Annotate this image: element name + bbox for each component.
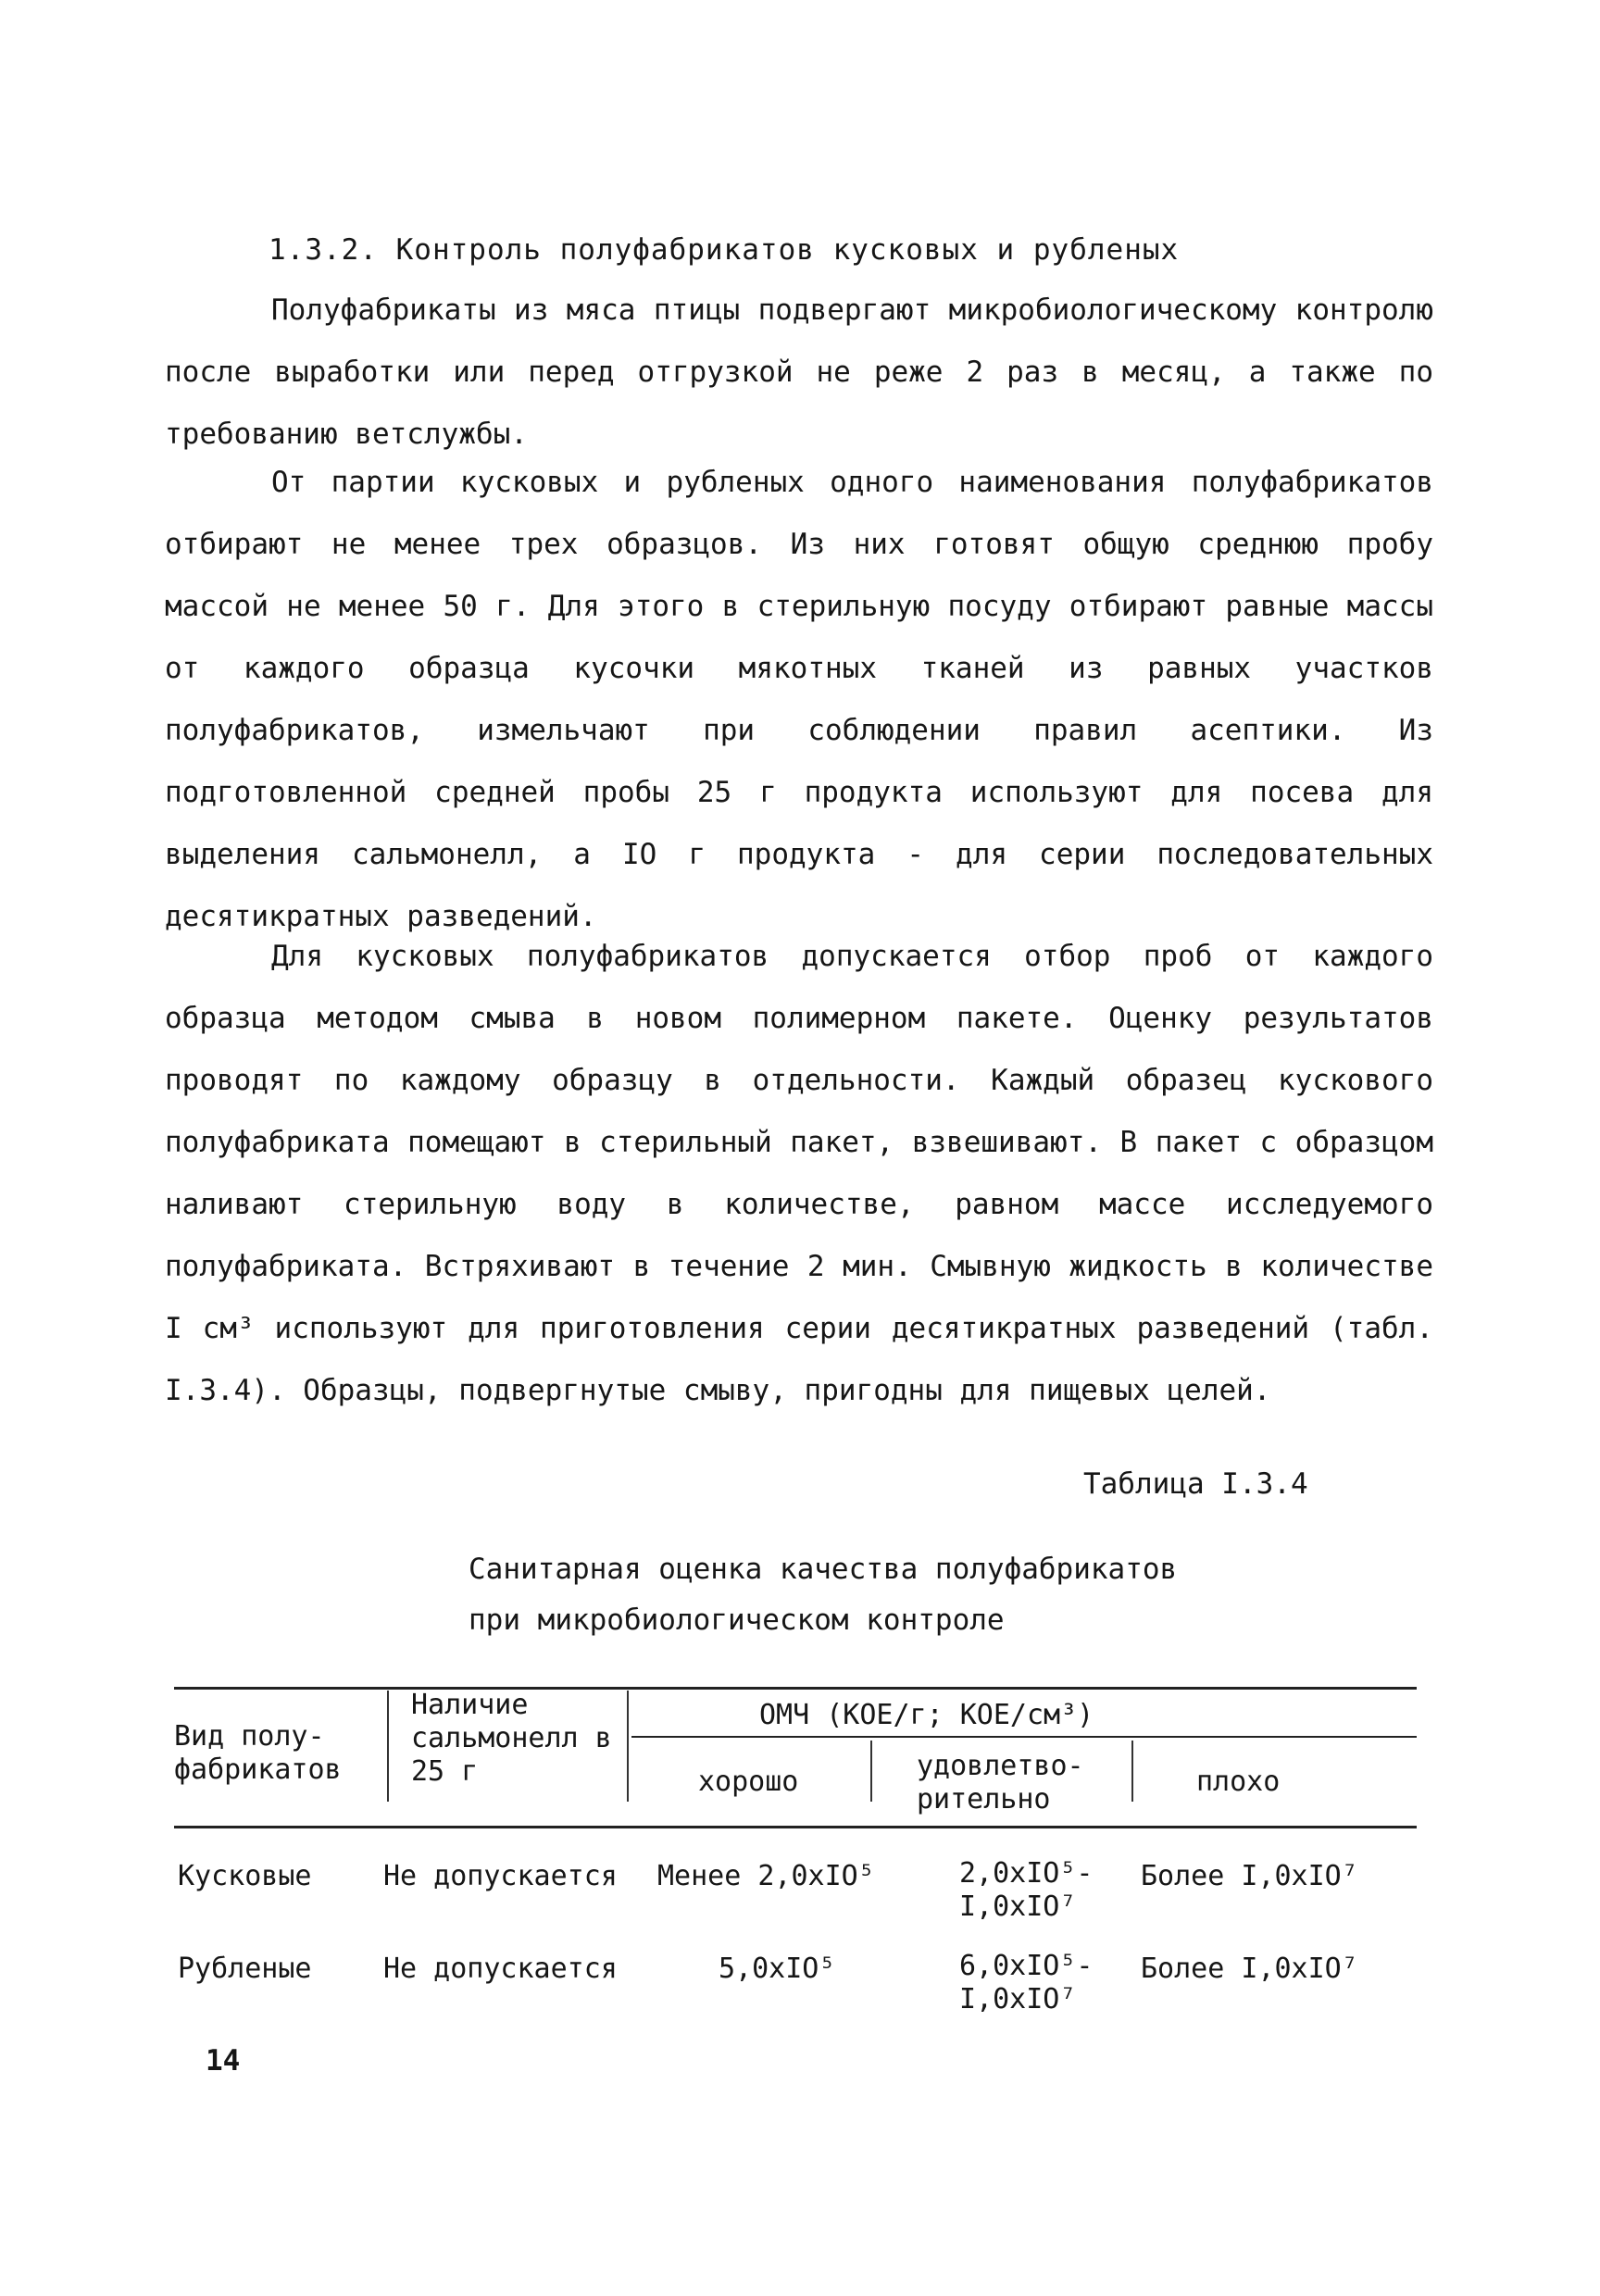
paragraph-3: Для кусковых полуфабрикатов допускается отбор проб от каждого образца методом смыва в новом полимерном пакете. Оценку результатов проводят по каждому образцу в отдельности. Каждый образец кускового полуфабриката помещают в стерильный пакет, взвешивают. В пакет с образцом наливают стерильную воду в количестве, равном массе исследуемого полуфабриката. Встряхивают в течение 2 мин. Смывную жидкость в количестве I см³ используют для приготовления серии десятикратных разведений (табл. I.3.4). Образцы, подвергнутые смыву, пригодны для пищевых целей. [165,940,1433,1407]
header-good: хорошо [698,1766,799,1798]
row-1-bad: Более I,0xIO⁷ [1141,1860,1358,1892]
table-title-line-2: при микробиологическом контроле [469,1603,1005,1637]
table-title [469,1544,1177,1646]
header-bad: плохо [1196,1766,1281,1798]
table-caption: Таблица I.3.4 [1083,1467,1308,1501]
table-vrule-1 [387,1691,389,1802]
header-bottom-rule [174,1826,1417,1828]
omch-underline-rule [631,1736,1417,1738]
row-1-type: Кусковые [178,1860,312,1892]
table-vrule-4 [1131,1741,1133,1802]
header-omch: ОМЧ (КОЕ/г; КОЕ/см³) [759,1699,1094,1731]
paragraph-2: От партии кусковых и рубленых одного наименования полуфабрикатов отбирают не менее трех образцов. Из них готовят общую среднюю пробу массой не менее 50 г. Для этого в стерильную посуду отбирают равные массы от каждого образца кусочки мякотных тканей из равных участков полуфабрикатов, измельчают при соблюдении правил асептики. Из подготовленной средней пробы 25 г продукта используют для посева для выделения сальмонелл, а IO г продукта - для серии последовательных десятикратных разведений. [165,466,1433,933]
header-salmonella: Наличие сальмонелл в 25 г [411,1689,612,1788]
page-number: 14 [206,2044,241,2078]
row-1-salmonella: Не допускается [383,1860,618,1892]
row-2-good: 5,0xIO⁵ [719,1953,836,1985]
row-1-good: Менее 2,0xIO⁵ [657,1860,875,1892]
row-2-salmonella: Не допускается [383,1953,618,1985]
row-2-type: Рубленые [178,1953,312,1985]
table-vrule-2 [627,1691,629,1802]
header-satisfactory: удовлетво-рительно [917,1750,1084,1816]
row-1-satisfactory: 2,0xIO⁵- I,0xIO⁷ [959,1857,1094,1923]
header-type: Вид полу-фабрикатов [174,1720,342,1786]
table-title-line-1: Санитарная оценка качества полуфабрикатов [469,1553,1178,1586]
paragraph-1: Полуфабрикаты из мяса птицы подвергают микробиологическому контролю после выработки или перед отгрузкой не реже 2 раз в месяц, а также по требованию ветслужбы. [165,293,1433,451]
row-2-bad: Более I,0xIO⁷ [1141,1953,1358,1985]
row-2-satisfactory: 6,0xIO⁵- I,0xIO⁷ [959,1950,1094,2015]
table-vrule-3 [870,1741,872,1802]
table-top-rule [174,1687,1417,1690]
section-heading: 1.3.2. Контроль полуфабрикатов кусковых и рубленых [269,233,1180,267]
